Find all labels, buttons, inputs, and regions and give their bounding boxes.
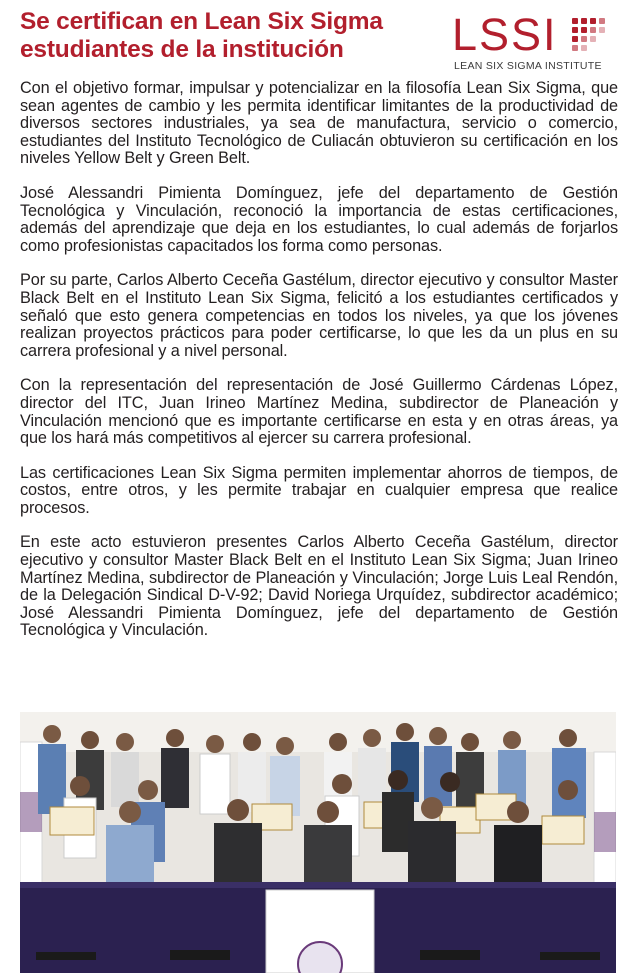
headline-line-2: estudiantes de la institución (20, 36, 344, 63)
group-photo (20, 712, 616, 973)
article-headline (20, 8, 440, 64)
headline-line-1: Se certifican en Lean Six Sigma (20, 8, 383, 35)
logo-wordmark: LSSI (452, 9, 558, 60)
group-photo-illustration (20, 712, 616, 973)
logo-dot-grid-icon (570, 16, 612, 58)
lssi-logo (452, 9, 618, 74)
logo-tagline: LEAN SIX SIGMA INSTITUTE (454, 60, 602, 72)
paragraph: En este acto estuvieron presentes Carlos Alberto Ceceña Gastélum, director ejecutivo y consultor Master Black Belt en el Instituto Lean Six Sigma; Juan Irineo Martínez Medina, subdirector de Planeación y Vinculación; Jorge Luis Leal Rendón, de la Delegación Sindical D-V-92; David Noriega Urquídez, subdirector académico; José Alessandri Pimienta Domínguez, jefe del departamento de Gestión Tecnológica y Vinculación. (20, 533, 618, 640)
paragraph: Con el objetivo formar, impulsar y potencializar en la filosofía Lean Six Sigma, que sean agentes de cambio y les permita identificar limitantes de la productividad de diversos sectores industriales, ya sea de manufactura, servicio o comercio, estudiantes del Instituto Tecnológico de Culiacán obtuvieron su certificación en los niveles Yellow Belt y Green Belt. (20, 79, 618, 168)
paragraph: José Alessandri Pimienta Domínguez, jefe del departamento de Gestión Tecnológica y Vinculación, reconoció la importancia de estas certificaciones, además del aprendizaje que deja en los estudiantes, lo cual además de forjarlos como profesionistas capacitados los forma como personas. (20, 183, 618, 255)
article-body (20, 80, 618, 657)
paragraph: Por su parte, Carlos Alberto Ceceña Gastélum, director ejecutivo y consultor Master Black Belt en el Instituto Lean Six Sigma, felicitó a los estudiantes certificados y señaló que esto genera competencias en todos los niveles, ya que los jóvenes realizan proyectos prácticos para poder certificarse, lo que les da un plus en su carrera profesional y a nivel personal. (20, 271, 618, 360)
paragraph: Con la representación del representación de José Guillermo Cárdenas López, director del ITC, Juan Irineo Martínez Medina, subdirector de Planeación y Vinculación mencionó que es importante certificarse en esta y en otras áreas, ya que los hará más competitivos al ejercer su carrera profesional. (20, 376, 618, 448)
paragraph: Las certificaciones Lean Six Sigma permiten implementar ahorros de tiempos, de costos, entre otros, y les permite trabajar en cualquier empresa que realice procesos. (20, 463, 618, 517)
